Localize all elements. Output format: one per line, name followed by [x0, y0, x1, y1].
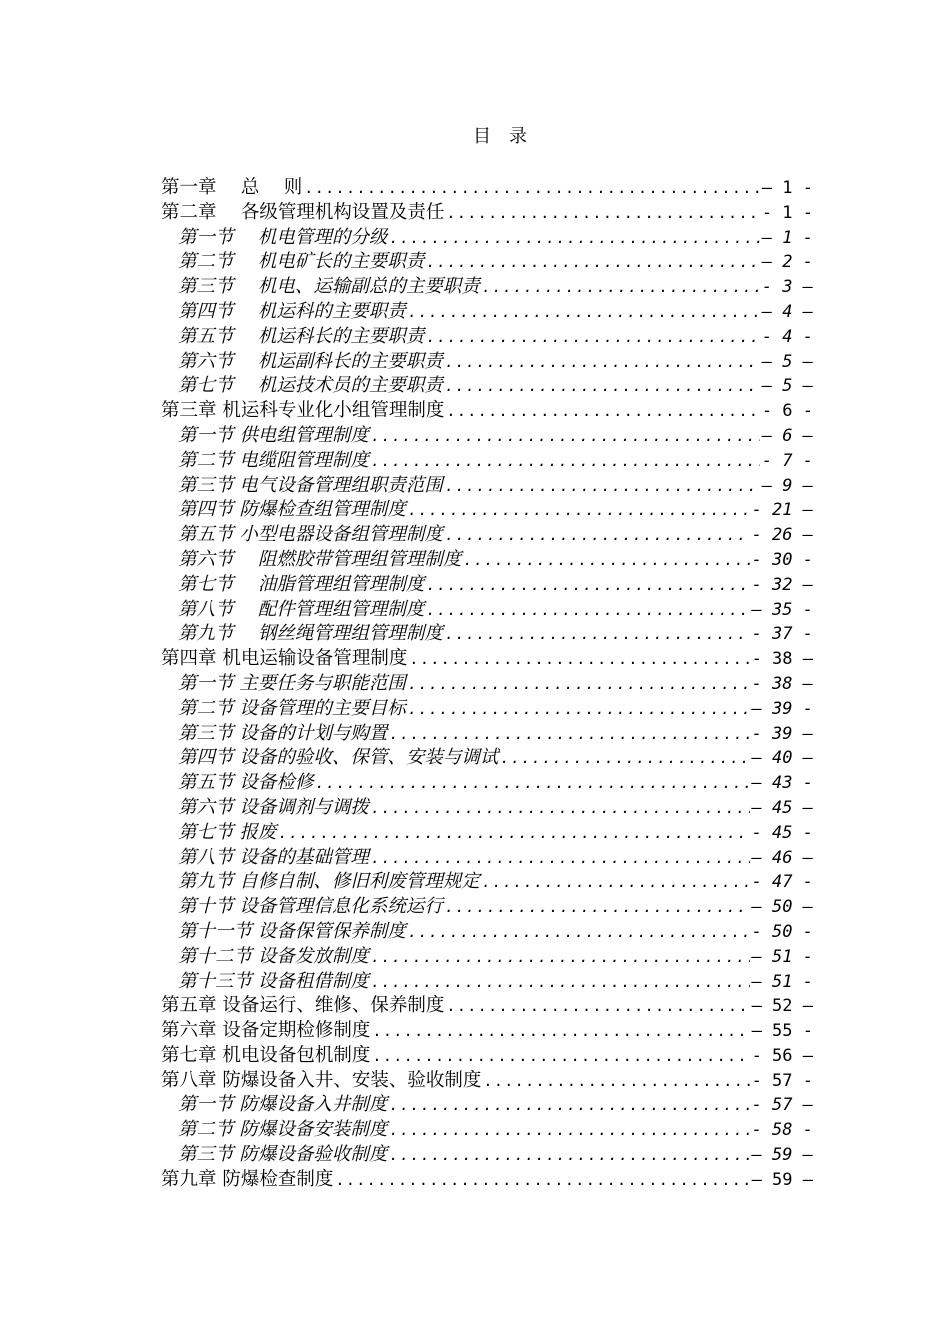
toc-entry-page-number: — 6 —: [761, 425, 813, 446]
toc-chapter-entry[interactable]: [161, 201, 813, 226]
toc-entry-page-number: - 4 -: [761, 326, 813, 347]
toc-leader-dots: [445, 523, 750, 548]
toc-section-entry[interactable]: [161, 945, 813, 970]
toc-chapter-entry[interactable]: [161, 176, 813, 201]
toc-entry-page-number: — 4 —: [761, 301, 813, 322]
toc-entry-label: 第一章 总 则: [161, 177, 303, 198]
toc-entry-page-number: - 32 —: [751, 574, 813, 595]
toc-leader-dots: [372, 1044, 749, 1069]
toc-leader-dots: [278, 821, 749, 846]
toc-section-entry[interactable]: [161, 970, 813, 995]
toc-section-entry[interactable]: [161, 846, 813, 871]
toc-entry-page-number: - 58 -: [751, 1120, 813, 1141]
toc-leader-dots: [304, 176, 760, 201]
toc-entry-label: 第二节 设备管理的主要目标: [178, 697, 406, 719]
toc-entry-page-number: - 26 —: [751, 525, 813, 546]
toc-entry-label: 第六节 阻燃胶带管理组管理制度: [178, 548, 462, 570]
toc-section-entry[interactable]: [161, 697, 813, 722]
toc-section-entry[interactable]: [161, 474, 813, 499]
toc-section-entry[interactable]: [161, 598, 813, 623]
toc-section-entry[interactable]: [161, 498, 813, 523]
toc-leader-dots: [409, 647, 749, 672]
toc-entry-label: 第九节 钢丝绳管理组管理制度: [178, 623, 443, 645]
toc-entry-label: 第四章 机电运输设备管理制度: [161, 648, 408, 670]
toc-leader-dots: [500, 746, 749, 771]
toc-leader-dots: [371, 424, 760, 449]
toc-entry-page-number: - 45 -: [751, 822, 813, 843]
toc-chapter-entry[interactable]: [161, 647, 813, 672]
toc-entry-page-number: - 1 -: [761, 202, 813, 223]
toc-section-entry[interactable]: [161, 796, 813, 821]
toc-entry-label: 第五节 小型电器设备组管理制度: [178, 524, 443, 546]
toc-entry-label: 第九节 自修自制、修旧利废管理规定: [178, 871, 480, 893]
toc-entry-label: 第三节 防爆设备验收制度: [178, 1144, 388, 1166]
toc-entry-label: 第三节 机电、运输副总的主要职责: [178, 276, 480, 298]
toc-entry-label: 第二节 防爆设备安装制度: [178, 1119, 388, 1141]
toc-entry-label: 第三节 电气设备管理组职责范围: [178, 474, 443, 496]
toc-title: 目 录: [473, 126, 527, 147]
toc-entry-label: 第一节 供电组管理制度: [178, 424, 369, 446]
toc-section-entry[interactable]: [161, 325, 813, 350]
toc-entry-label: 第三节 设备的计划与购置: [178, 722, 388, 744]
toc-entry-page-number: — 52 —: [751, 996, 813, 1017]
toc-entry-label: 第四节 防爆检查组管理制度: [178, 499, 406, 521]
toc-leader-dots: [426, 573, 749, 598]
toc-entry-page-number: — 51 -: [751, 946, 813, 967]
toc-leader-dots: [426, 325, 759, 350]
toc-section-entry[interactable]: [161, 622, 813, 647]
toc-entry-page-number: — 59 —: [751, 1169, 813, 1190]
toc-chapter-entry[interactable]: [161, 1044, 813, 1069]
toc-section-entry[interactable]: [161, 1093, 813, 1118]
toc-entry-label: 第五节 设备检修: [178, 772, 314, 794]
toc-entry-label: 第七节 油脂管理组管理制度: [178, 573, 425, 595]
toc-section-entry[interactable]: [161, 672, 813, 697]
toc-leader-dots: [389, 722, 749, 747]
toc-entry-label: 第四节 机运科的主要职责: [178, 300, 406, 322]
toc-entry-label: 第二节 机电矿长的主要职责: [178, 251, 425, 273]
toc-chapter-entry[interactable]: [161, 1019, 813, 1044]
toc-entry-page-number: — 45 —: [751, 797, 813, 818]
toc-entry-page-number: — 51 -: [751, 971, 813, 992]
toc-leader-dots: [408, 697, 750, 722]
toc-leader-dots: [315, 771, 749, 796]
toc-entry-label: 第六章 设备定期检修制度: [161, 1020, 371, 1042]
toc-entry-label: 第六节 机运副科长的主要职责: [178, 350, 443, 372]
toc-leader-dots: [408, 920, 750, 945]
toc-entry-label: 第一节 防爆设备入井制度: [178, 1094, 388, 1116]
toc-leader-dots: [335, 1168, 749, 1193]
toc-entry-page-number: - 57 -: [751, 1070, 813, 1091]
toc-entry-label: 第一节 机电管理的分级: [178, 226, 388, 248]
toc-entry-page-number: — 46 —: [751, 847, 813, 868]
toc-leader-dots: [482, 275, 760, 300]
toc-entry-page-number: — 35 -: [751, 599, 813, 620]
toc-entry-page-number: — 50 —: [751, 897, 813, 918]
toc-leader-dots: [371, 970, 750, 995]
toc-leader-dots: [445, 895, 750, 920]
toc-leader-dots: [426, 250, 759, 275]
toc-leader-dots: [389, 226, 759, 251]
toc-section-entry[interactable]: [161, 226, 813, 251]
toc-section-entry[interactable]: [161, 920, 813, 945]
toc-entry-page-number: — 43 -: [751, 773, 813, 794]
toc-section-entry[interactable]: [161, 746, 813, 771]
toc-section-entry[interactable]: [161, 449, 813, 474]
toc-entry-label: 第十一节 设备保管保养制度: [178, 920, 406, 942]
toc-entry-page-number: — 40 —: [751, 748, 813, 769]
toc-entry-label: 第十三节 设备租借制度: [178, 970, 369, 992]
toc-entry-label: 第九章 防爆检查制度: [161, 1168, 334, 1190]
toc-leader-dots: [445, 474, 760, 499]
toc-entry-page-number: — 2 -: [761, 252, 813, 273]
toc-entry-page-number: — 55 -: [751, 1021, 813, 1042]
toc-entry-label: 第八章 防爆设备入井、安装、验收制度: [161, 1069, 482, 1091]
toc-section-entry[interactable]: [161, 821, 813, 846]
toc-entry-label: 第五章 设备运行、维修、保养制度: [161, 995, 445, 1017]
toc-list: [161, 176, 813, 1193]
toc-entry-page-number: - 47 -: [751, 872, 813, 893]
toc-entry-page-number: - 3 —: [761, 277, 813, 298]
toc-section-entry[interactable]: [161, 1118, 813, 1143]
toc-leader-dots: [389, 1093, 749, 1118]
toc-entry-label: 第三章 机运科专业化小组管理制度: [161, 400, 445, 422]
toc-entry-page-number: — 1 -: [761, 227, 813, 248]
toc-entry-page-number: - 6 -: [761, 401, 813, 422]
toc-section-entry[interactable]: [161, 573, 813, 598]
toc-section-entry[interactable]: [161, 374, 813, 399]
toc-entry-label: 第六节 设备调剂与调拨: [178, 796, 369, 818]
toc-entry-label: 第七章 机电设备包机制度: [161, 1044, 371, 1066]
toc-entry-label: 第二节 电缆阻管理制度: [178, 449, 369, 471]
toc-leader-dots: [408, 300, 760, 325]
toc-entry-label: 第十二节 设备发放制度: [178, 945, 369, 967]
toc-entry-label: 第八节 配件管理组管理制度: [178, 598, 425, 620]
toc-section-entry[interactable]: [161, 548, 813, 573]
toc-entry-label: 第一节 主要任务与职能范围: [178, 672, 406, 694]
toc-entry-page-number: - 37 -: [751, 624, 813, 645]
toc-entry-page-number: - 38 —: [751, 649, 813, 670]
toc-leader-dots: [426, 598, 749, 623]
toc-leader-dots: [445, 374, 760, 399]
toc-leader-dots: [372, 1019, 749, 1044]
toc-section-entry[interactable]: [161, 250, 813, 275]
toc-section-entry[interactable]: [161, 895, 813, 920]
toc-leader-dots: [445, 350, 760, 375]
toc-entry-page-number: — 5 —: [761, 376, 813, 397]
toc-leader-dots: [389, 1143, 749, 1168]
toc-entry-label: 第五节 机运科长的主要职责: [178, 325, 425, 347]
toc-entry-page-number: — 9 —: [761, 475, 813, 496]
toc-entry-page-number: — 39 -: [751, 698, 813, 719]
toc-leader-dots: [463, 548, 749, 573]
toc-section-entry[interactable]: [161, 300, 813, 325]
toc-leader-dots: [371, 449, 760, 474]
toc-entry-page-number: - 50 -: [751, 921, 813, 942]
toc-leader-dots: [408, 672, 750, 697]
toc-section-entry[interactable]: [161, 1143, 813, 1168]
toc-chapter-entry[interactable]: [161, 1069, 813, 1094]
toc-entry-page-number: — 5 —: [761, 351, 813, 372]
toc-section-entry[interactable]: [161, 722, 813, 747]
toc-entry-page-number: - 57 —: [751, 1095, 813, 1116]
toc-leader-dots: [445, 622, 750, 647]
toc-entry-label: 第十节 设备管理信息化系统运行: [178, 896, 443, 918]
toc-entry-page-number: - 38 —: [751, 673, 813, 694]
toc-entry-label: 第七节 报废: [178, 821, 277, 843]
toc-leader-dots: [482, 870, 750, 895]
toc-leader-dots: [446, 399, 759, 424]
toc-entry-label: 第四节 设备的验收、保管、安装与调试: [178, 747, 499, 769]
toc-entry-label: 第七节 机运技术员的主要职责: [178, 375, 443, 397]
toc-leader-dots: [408, 498, 750, 523]
toc-section-entry[interactable]: [161, 523, 813, 548]
toc-chapter-entry[interactable]: [161, 399, 813, 424]
toc-leader-dots: [371, 846, 750, 871]
toc-section-entry[interactable]: [161, 275, 813, 300]
toc-leader-dots: [389, 1118, 749, 1143]
toc-entry-page-number: — 59 —: [751, 1145, 813, 1166]
toc-entry-page-number: - 39 —: [751, 723, 813, 744]
toc-section-entry[interactable]: [161, 771, 813, 796]
toc-entry-label: 第二章 各级管理机构设置及责任: [161, 201, 445, 223]
toc-section-entry[interactable]: [161, 870, 813, 895]
toc-entry-label: 第八节 设备的基础管理: [178, 846, 369, 868]
toc-chapter-entry[interactable]: [161, 1168, 813, 1193]
toc-leader-dots: [483, 1069, 749, 1094]
toc-leader-dots: [446, 201, 759, 226]
toc-entry-page-number: - 7 -: [761, 450, 813, 471]
toc-section-entry[interactable]: [161, 424, 813, 449]
toc-leader-dots: [371, 945, 750, 970]
toc-entry-page-number: - 21 —: [751, 500, 813, 521]
toc-entry-page-number: - 30 -: [751, 549, 813, 570]
toc-section-entry[interactable]: [161, 350, 813, 375]
toc-leader-dots: [371, 796, 750, 821]
toc-entry-page-number: — 1 -: [761, 178, 813, 198]
toc-leader-dots: [446, 994, 749, 1019]
toc-chapter-entry[interactable]: [161, 994, 813, 1019]
toc-entry-page-number: - 56 —: [751, 1045, 813, 1066]
